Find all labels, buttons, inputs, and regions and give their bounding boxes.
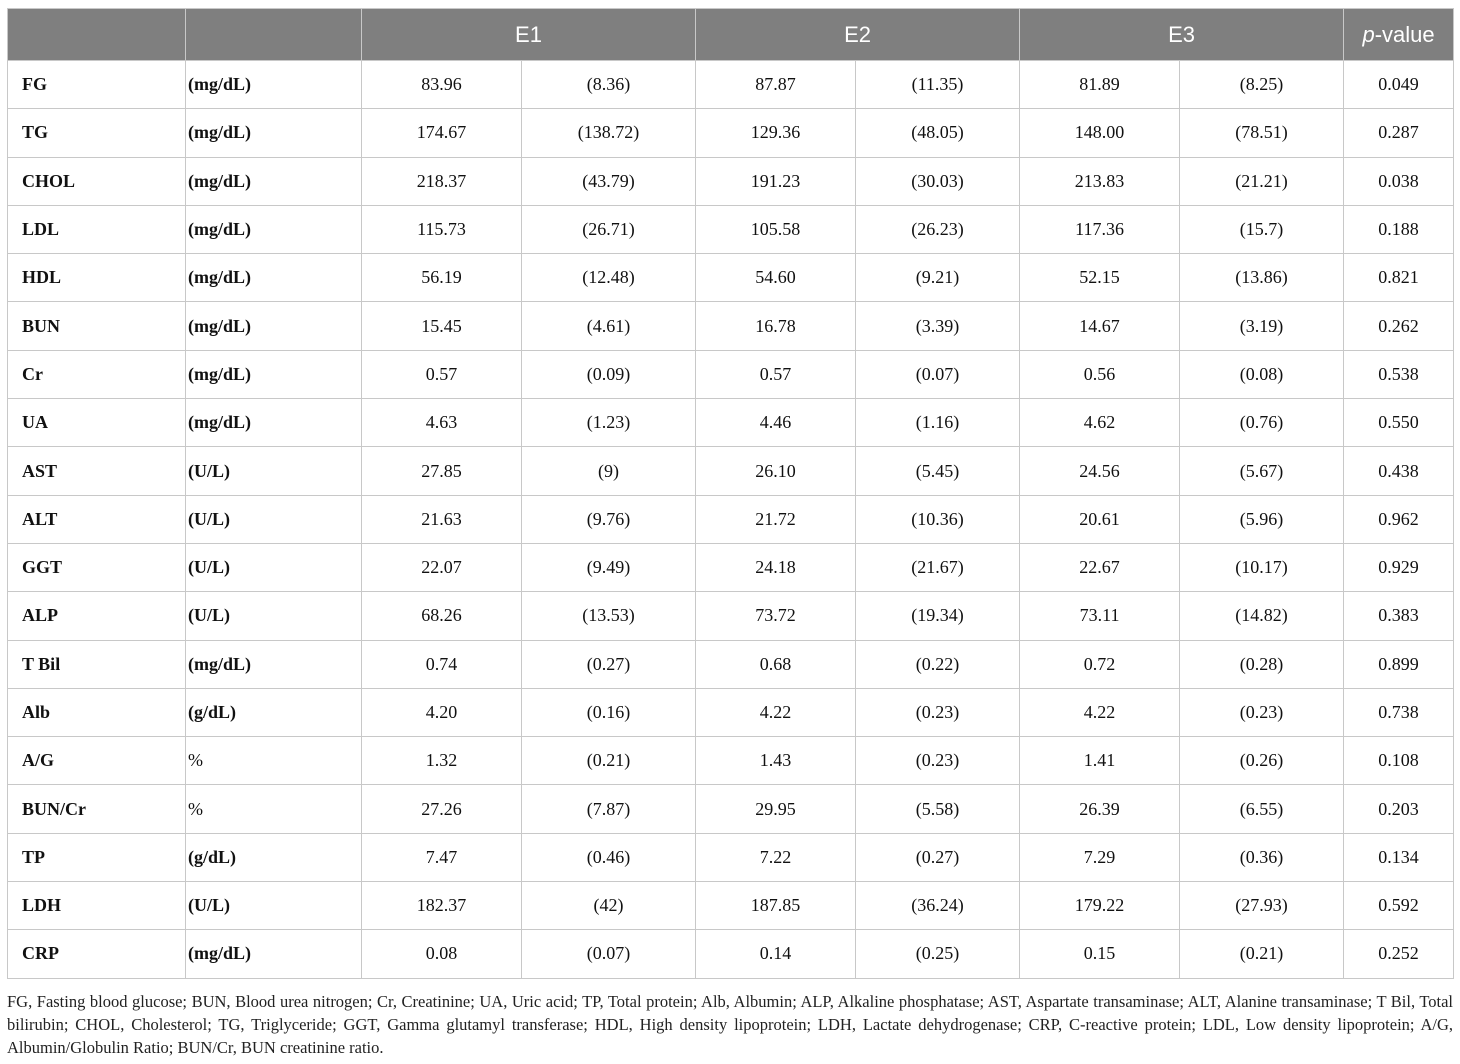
cell-e2-mean: 26.10 <box>696 447 856 495</box>
cell-e3-mean: 1.41 <box>1020 737 1180 785</box>
table-row <box>8 737 1454 785</box>
cell-variable: CHOL <box>8 157 186 205</box>
table-row <box>8 882 1454 930</box>
cell-variable: BUN/Cr <box>8 785 186 833</box>
table-row <box>8 543 1454 591</box>
cell-e2-mean: 4.22 <box>696 688 856 736</box>
table-row <box>8 302 1454 350</box>
cell-e3-sd: (10.17) <box>1180 543 1344 591</box>
cell-e2-mean: 16.78 <box>696 302 856 350</box>
cell-p-value: 0.550 <box>1344 399 1454 447</box>
cell-e3-mean: 148.00 <box>1020 109 1180 157</box>
table-row <box>8 495 1454 543</box>
cell-e1-mean: 27.26 <box>362 785 522 833</box>
cell-e1-mean: 115.73 <box>362 205 522 253</box>
cell-variable: TP <box>8 833 186 881</box>
cell-e3-mean: 7.29 <box>1020 833 1180 881</box>
cell-unit: (mg/dL) <box>186 205 362 253</box>
cell-e1-sd: (4.61) <box>522 302 696 350</box>
cell-e1-mean: 22.07 <box>362 543 522 591</box>
cell-unit: (g/dL) <box>186 688 362 736</box>
cell-e2-mean: 0.57 <box>696 350 856 398</box>
cell-e2-mean: 129.36 <box>696 109 856 157</box>
cell-e1-mean: 4.20 <box>362 688 522 736</box>
table-row <box>8 254 1454 302</box>
cell-e1-sd: (26.71) <box>522 205 696 253</box>
cell-e2-sd: (9.21) <box>856 254 1020 302</box>
cell-variable: BUN <box>8 302 186 350</box>
cell-e1-mean: 0.74 <box>362 640 522 688</box>
cell-p-value: 0.929 <box>1344 543 1454 591</box>
cell-e2-sd: (0.27) <box>856 833 1020 881</box>
cell-variable: FG <box>8 61 186 109</box>
cell-e2-mean: 21.72 <box>696 495 856 543</box>
table-body <box>8 61 1454 979</box>
cell-e1-sd: (8.36) <box>522 61 696 109</box>
cell-variable: LDL <box>8 205 186 253</box>
cell-e3-mean: 0.15 <box>1020 930 1180 978</box>
cell-p-value: 0.438 <box>1344 447 1454 495</box>
cell-e1-sd: (9.49) <box>522 543 696 591</box>
cell-e1-sd: (0.27) <box>522 640 696 688</box>
cell-p-value: 0.262 <box>1344 302 1454 350</box>
table-row <box>8 109 1454 157</box>
cell-e1-sd: (0.46) <box>522 833 696 881</box>
cell-e1-sd: (12.48) <box>522 254 696 302</box>
table-row <box>8 61 1454 109</box>
cell-e3-sd: (0.26) <box>1180 737 1344 785</box>
cell-e3-sd: (0.21) <box>1180 930 1344 978</box>
cell-e2-sd: (0.23) <box>856 688 1020 736</box>
cell-e3-sd: (3.19) <box>1180 302 1344 350</box>
table-row <box>8 157 1454 205</box>
cell-e3-mean: 4.62 <box>1020 399 1180 447</box>
cell-variable: Cr <box>8 350 186 398</box>
cell-variable: LDH <box>8 882 186 930</box>
cell-e1-mean: 1.32 <box>362 737 522 785</box>
cell-variable: AST <box>8 447 186 495</box>
table-footnote: FG, Fasting blood glucose; BUN, Blood urea nitrogen; Cr, Creatinine; UA, Uric acid; TP, Total protein; Alb, Albumin; ALP, Alkaline phosphatase; AST, Aspartate transaminase; ALT, Alanine transaminase; T Bil, Total bilirubin; CHOL, Cholesterol; TG, Triglyceride; GGT, Gamma glutamyl transferase; HDL, High density lipoprotein; LDH, Lactate dehydrogenase; CRP, C-reactive protein; LDL, Low density lipoprotein; A/G, Albumin/Globulin Ratio; BUN/Cr, BUN creatinine ratio. <box>7 991 1453 1057</box>
cell-e2-sd: (11.35) <box>856 61 1020 109</box>
cell-e2-sd: (0.25) <box>856 930 1020 978</box>
cell-variable: ALP <box>8 592 186 640</box>
table-row <box>8 399 1454 447</box>
cell-e3-mean: 22.67 <box>1020 543 1180 591</box>
cell-unit: (mg/dL) <box>186 640 362 688</box>
cell-e2-sd: (1.16) <box>856 399 1020 447</box>
cell-e3-sd: (0.76) <box>1180 399 1344 447</box>
table-row <box>8 785 1454 833</box>
cell-variable: GGT <box>8 543 186 591</box>
cell-e3-sd: (5.67) <box>1180 447 1344 495</box>
cell-e2-sd: (10.36) <box>856 495 1020 543</box>
header-p-rest: -value <box>1374 21 1435 47</box>
cell-e2-sd: (0.07) <box>856 350 1020 398</box>
cell-e2-mean: 4.46 <box>696 399 856 447</box>
cell-e1-sd: (1.23) <box>522 399 696 447</box>
cell-e2-mean: 191.23 <box>696 157 856 205</box>
cell-e3-sd: (13.86) <box>1180 254 1344 302</box>
cell-variable: T Bil <box>8 640 186 688</box>
cell-e1-mean: 68.26 <box>362 592 522 640</box>
cell-e1-sd: (0.07) <box>522 930 696 978</box>
cell-e1-sd: (43.79) <box>522 157 696 205</box>
cell-e3-mean: 20.61 <box>1020 495 1180 543</box>
cell-unit: (mg/dL) <box>186 399 362 447</box>
cell-e2-sd: (3.39) <box>856 302 1020 350</box>
header-e3: E3 <box>1020 9 1344 61</box>
cell-variable: Alb <box>8 688 186 736</box>
cell-unit: (mg/dL) <box>186 930 362 978</box>
cell-e2-mean: 105.58 <box>696 205 856 253</box>
cell-unit: % <box>186 785 362 833</box>
cell-e3-sd: (5.96) <box>1180 495 1344 543</box>
cell-unit: (U/L) <box>186 495 362 543</box>
cell-e3-sd: (78.51) <box>1180 109 1344 157</box>
table-row <box>8 350 1454 398</box>
cell-e1-sd: (42) <box>522 882 696 930</box>
cell-e2-sd: (5.45) <box>856 447 1020 495</box>
cell-e3-mean: 52.15 <box>1020 254 1180 302</box>
cell-e1-mean: 4.63 <box>362 399 522 447</box>
cell-e3-sd: (0.23) <box>1180 688 1344 736</box>
cell-e1-sd: (13.53) <box>522 592 696 640</box>
cell-e1-sd: (9.76) <box>522 495 696 543</box>
cell-e1-mean: 0.57 <box>362 350 522 398</box>
cell-unit: (mg/dL) <box>186 61 362 109</box>
cell-e2-sd: (0.22) <box>856 640 1020 688</box>
cell-unit: (U/L) <box>186 882 362 930</box>
cell-e3-mean: 117.36 <box>1020 205 1180 253</box>
cell-e1-sd: (0.09) <box>522 350 696 398</box>
cell-e1-mean: 27.85 <box>362 447 522 495</box>
cell-e3-mean: 213.83 <box>1020 157 1180 205</box>
cell-e2-mean: 73.72 <box>696 592 856 640</box>
cell-unit: (mg/dL) <box>186 254 362 302</box>
cell-unit: (mg/dL) <box>186 109 362 157</box>
cell-p-value: 0.203 <box>1344 785 1454 833</box>
cell-p-value: 0.738 <box>1344 688 1454 736</box>
cell-e1-sd: (7.87) <box>522 785 696 833</box>
table-row <box>8 205 1454 253</box>
table-row <box>8 640 1454 688</box>
header-e1: E1 <box>362 9 696 61</box>
cell-p-value: 0.049 <box>1344 61 1454 109</box>
cell-p-value: 0.899 <box>1344 640 1454 688</box>
cell-e3-sd: (14.82) <box>1180 592 1344 640</box>
cell-unit: (g/dL) <box>186 833 362 881</box>
table-row <box>8 833 1454 881</box>
header-row <box>8 9 1454 61</box>
cell-variable: A/G <box>8 737 186 785</box>
cell-e1-mean: 15.45 <box>362 302 522 350</box>
cell-variable: UA <box>8 399 186 447</box>
cell-p-value: 0.538 <box>1344 350 1454 398</box>
cell-e3-sd: (27.93) <box>1180 882 1344 930</box>
table-row <box>8 592 1454 640</box>
cell-e2-mean: 187.85 <box>696 882 856 930</box>
cell-p-value: 0.962 <box>1344 495 1454 543</box>
cell-e3-mean: 73.11 <box>1020 592 1180 640</box>
cell-e1-mean: 0.08 <box>362 930 522 978</box>
cell-e1-mean: 83.96 <box>362 61 522 109</box>
cell-e2-sd: (21.67) <box>856 543 1020 591</box>
cell-e3-sd: (8.25) <box>1180 61 1344 109</box>
cell-e2-mean: 87.87 <box>696 61 856 109</box>
cell-e3-sd: (0.36) <box>1180 833 1344 881</box>
cell-e1-mean: 218.37 <box>362 157 522 205</box>
cell-p-value: 0.592 <box>1344 882 1454 930</box>
header-p-italic: p <box>1362 21 1375 47</box>
header-variable <box>8 9 186 61</box>
cell-e3-sd: (6.55) <box>1180 785 1344 833</box>
cell-e1-sd: (138.72) <box>522 109 696 157</box>
cell-variable: HDL <box>8 254 186 302</box>
cell-e3-mean: 26.39 <box>1020 785 1180 833</box>
cell-e3-sd: (0.08) <box>1180 350 1344 398</box>
cell-e2-mean: 29.95 <box>696 785 856 833</box>
table-row <box>8 688 1454 736</box>
cell-e3-mean: 179.22 <box>1020 882 1180 930</box>
cell-e1-mean: 182.37 <box>362 882 522 930</box>
cell-p-value: 0.252 <box>1344 930 1454 978</box>
cell-e2-mean: 0.68 <box>696 640 856 688</box>
cell-p-value: 0.188 <box>1344 205 1454 253</box>
cell-variable: ALT <box>8 495 186 543</box>
cell-e2-sd: (30.03) <box>856 157 1020 205</box>
lab-values-table <box>7 8 1454 979</box>
cell-e3-mean: 14.67 <box>1020 302 1180 350</box>
cell-e3-sd: (0.28) <box>1180 640 1344 688</box>
table-container <box>7 8 1453 1059</box>
cell-e2-mean: 24.18 <box>696 543 856 591</box>
cell-e1-mean: 7.47 <box>362 833 522 881</box>
cell-p-value: 0.038 <box>1344 157 1454 205</box>
cell-e2-sd: (26.23) <box>856 205 1020 253</box>
cell-unit: (mg/dL) <box>186 157 362 205</box>
cell-unit: (U/L) <box>186 592 362 640</box>
table-row <box>8 447 1454 495</box>
header-p-value <box>1344 9 1454 61</box>
cell-e3-mean: 81.89 <box>1020 61 1180 109</box>
cell-e2-sd: (19.34) <box>856 592 1020 640</box>
header-unit <box>186 9 362 61</box>
cell-unit: (mg/dL) <box>186 302 362 350</box>
cell-unit: (mg/dL) <box>186 350 362 398</box>
cell-variable: TG <box>8 109 186 157</box>
cell-e1-mean: 174.67 <box>362 109 522 157</box>
cell-e2-sd: (0.23) <box>856 737 1020 785</box>
cell-e2-sd: (36.24) <box>856 882 1020 930</box>
cell-e1-sd: (0.21) <box>522 737 696 785</box>
cell-e2-sd: (5.58) <box>856 785 1020 833</box>
cell-e1-sd: (0.16) <box>522 688 696 736</box>
cell-e2-mean: 0.14 <box>696 930 856 978</box>
cell-e3-mean: 24.56 <box>1020 447 1180 495</box>
cell-p-value: 0.134 <box>1344 833 1454 881</box>
cell-e3-sd: (21.21) <box>1180 157 1344 205</box>
cell-p-value: 0.821 <box>1344 254 1454 302</box>
cell-e3-mean: 4.22 <box>1020 688 1180 736</box>
cell-e1-mean: 56.19 <box>362 254 522 302</box>
cell-unit: (U/L) <box>186 543 362 591</box>
cell-p-value: 0.287 <box>1344 109 1454 157</box>
cell-p-value: 0.383 <box>1344 592 1454 640</box>
table-row <box>8 930 1454 978</box>
cell-e3-sd: (15.7) <box>1180 205 1344 253</box>
cell-unit: % <box>186 737 362 785</box>
cell-variable: CRP <box>8 930 186 978</box>
cell-e2-mean: 54.60 <box>696 254 856 302</box>
cell-e2-mean: 7.22 <box>696 833 856 881</box>
cell-e1-mean: 21.63 <box>362 495 522 543</box>
cell-p-value: 0.108 <box>1344 737 1454 785</box>
cell-e2-mean: 1.43 <box>696 737 856 785</box>
cell-e1-sd: (9) <box>522 447 696 495</box>
cell-e3-mean: 0.56 <box>1020 350 1180 398</box>
header-e2: E2 <box>696 9 1020 61</box>
cell-unit: (U/L) <box>186 447 362 495</box>
cell-e2-sd: (48.05) <box>856 109 1020 157</box>
cell-e3-mean: 0.72 <box>1020 640 1180 688</box>
